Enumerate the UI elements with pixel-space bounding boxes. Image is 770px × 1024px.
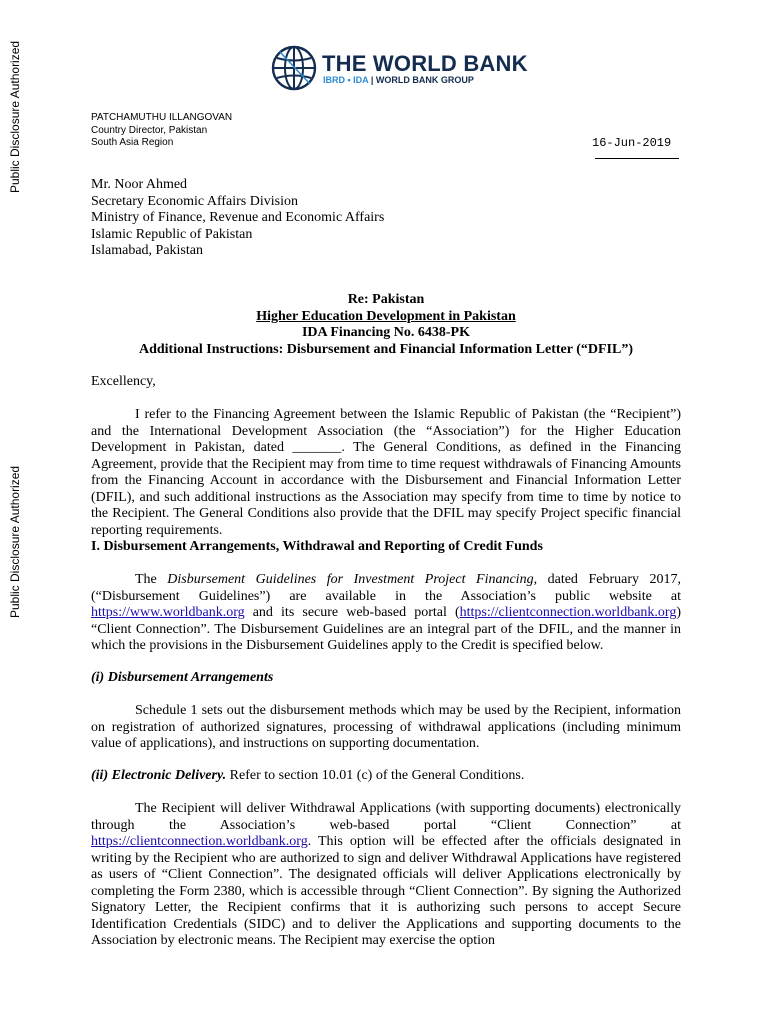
subheading-disbursement bbox=[91, 670, 681, 687]
addressee-block bbox=[91, 177, 384, 260]
text-run: and its secure web-based portal ( bbox=[244, 605, 460, 620]
client-connection-link-2[interactable]: https://clientconnection.worldbank.org bbox=[91, 834, 308, 849]
paragraph-guidelines bbox=[91, 572, 681, 655]
paragraph-electronic-delivery bbox=[91, 801, 681, 950]
addressee-name: Mr. Noor Ahmed bbox=[91, 177, 188, 192]
addressee-line: Secretary Economic Affairs Division bbox=[91, 193, 298, 209]
text-run: The bbox=[135, 572, 168, 587]
worldbank-link[interactable]: https://www.worldbank.org bbox=[91, 605, 245, 620]
public-disclosure-label-middle: Public Disclosure Authorized bbox=[8, 465, 22, 618]
logo-wbg: WORLD BANK GROUP bbox=[375, 75, 474, 85]
logo-ibrd-ida: IBRD • IDA bbox=[323, 75, 369, 85]
logo-separator: | bbox=[368, 75, 376, 85]
subheading-label: (ii) Electronic Delivery. bbox=[91, 768, 227, 783]
salutation: Excellency, bbox=[91, 374, 156, 389]
logo-title: THE WORLD BANK bbox=[322, 51, 528, 76]
section-heading-1: I. Disbursement Arrangements, Withdrawal and Reporting of Credit Funds bbox=[91, 539, 543, 554]
re-country: Re: Pakistan bbox=[347, 292, 425, 307]
sender-name: PATCHAMUTHU ILLANGOVAN bbox=[91, 112, 233, 123]
re-financing: IDA Financing No. 6438-PK bbox=[301, 325, 470, 340]
subheading-electronic bbox=[91, 768, 681, 785]
re-subject: Additional Instructions: Disbursement and Financial Information Letter (“DFIL”) bbox=[138, 341, 634, 357]
text-run: dated February 2017, (“Disbursement Guidelines”) are available in the Association’s public website at bbox=[91, 572, 682, 604]
addressee-line: Ministry of Finance, Revenue and Economic Affairs bbox=[91, 210, 385, 225]
text-run: . This option will be effected after the officials designated in writing by the Recipient who are authorized to sign and deliver Withdrawal Applications have registered as users of “Client Connection”. The designated officials will deliver Applications electronically by completing the Form 2380, which is accessible through “Client Connection”. By signing the Authorized Signatory Letter, the Recipient confirms that it is authorizing such persons to accept Secure Identification Credentials (SIDC) and to deliver the Applications and supporting documents to the Association by electronic means. The Recipient may exercise the option bbox=[91, 834, 681, 948]
sender-region: South Asia Region bbox=[91, 137, 174, 148]
world-bank-globe-icon bbox=[270, 44, 318, 92]
date-underline bbox=[595, 158, 679, 159]
re-project: Higher Education Development in Pakistan bbox=[256, 308, 516, 324]
subheading-rest: Refer to section 10.01 (c) of the General Conditions. bbox=[226, 768, 525, 783]
text-run: ) “Client Connection”. The Disbursement Guidelines are an integral part of the DFIL, and the manner in which the provisions in the Disbursement Guidelines apply to the Credit is specified below. bbox=[91, 605, 681, 653]
paragraph-intro: I refer to the Financing Agreement between the Islamic Republic of Pakistan (the “Recipient”) and the International Development Association (the “Association”) for the Higher Education Development in Pakistan, dated _______. The General Conditions, as defined in the Financing Agreement, provide that the Recipient may from time to time request withdrawals of Financing Amounts from the Financing Account in accordance with the Disbursement and Financial Information Letter (DFIL), and such additional instructions as the Association may specify from time to time by notice to the Recipient. The General Conditions also provide that the DFIL may specify Project specific financial reporting requirements. bbox=[91, 407, 681, 538]
addressee-line: Islamic Republic of Pakistan bbox=[91, 226, 253, 242]
guidelines-title: Disbursement Guidelines for Investment Project Financing, bbox=[167, 572, 538, 587]
public-disclosure-label-top: Public Disclosure Authorized bbox=[8, 40, 22, 193]
sender-block bbox=[91, 112, 232, 150]
client-connection-link[interactable]: https://clientconnection.worldbank.org bbox=[459, 605, 677, 620]
sender-title: Country Director, Pakistan bbox=[91, 124, 208, 136]
addressee-line: Islamabad, Pakistan bbox=[91, 243, 203, 258]
reference-block bbox=[91, 292, 681, 358]
logo-subtitle bbox=[323, 75, 474, 85]
subheading-text: (i) Disbursement Arrangements bbox=[91, 670, 274, 685]
letter-date: 16-Jun-2019 bbox=[592, 136, 672, 150]
text-run: The Recipient will deliver Withdrawal Applications (with supporting documents) electronically through the Association’s web-based portal “Client Connection” at bbox=[91, 801, 681, 833]
paragraph-schedule: Schedule 1 sets out the disbursement methods which may be used by the Recipient, information on registration of authorized signatures, processing of withdrawal applications (including minimum value of applications), and instructions on supporting documentation. bbox=[91, 703, 681, 751]
